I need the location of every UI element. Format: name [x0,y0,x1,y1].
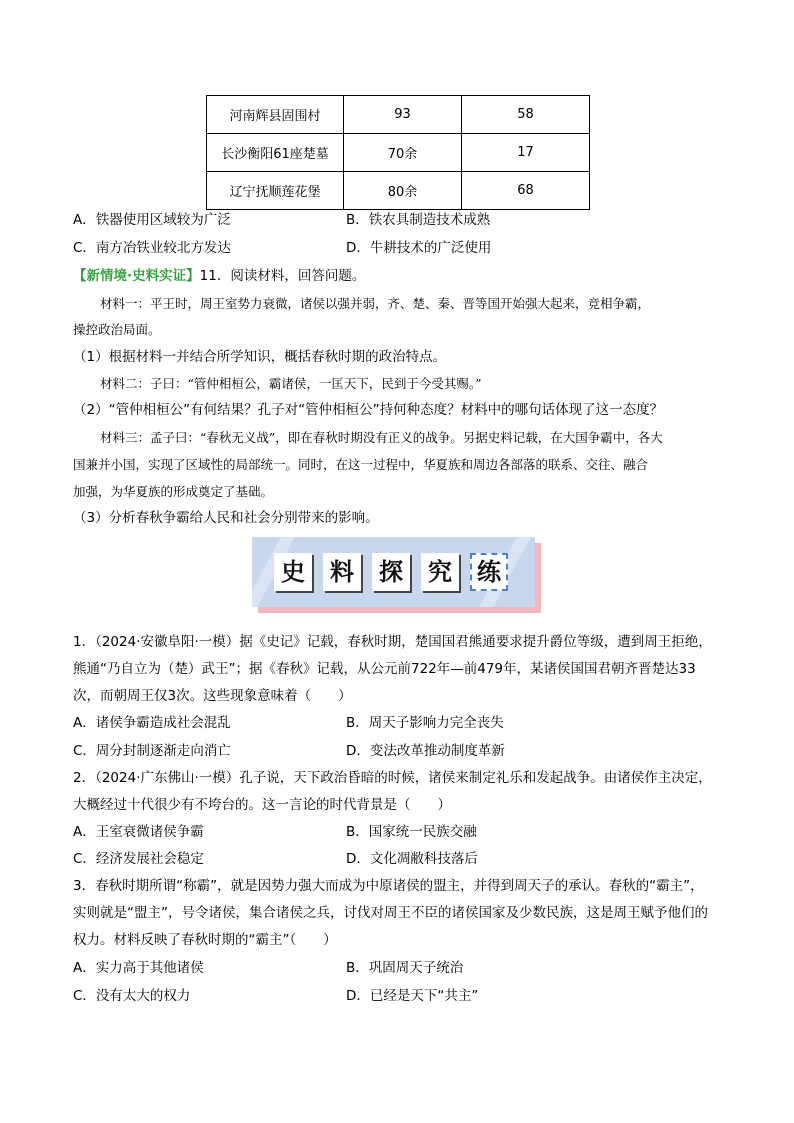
table-cell: 58 [462,96,590,134]
material-1-line: 材料一：平王时，周王室势力衰微，诸侯以强并弱，齐、楚、秦、晋等国开始强大起来，竞相争霸， [100,296,651,311]
option-b: B．铁农具制造技术成熟 [346,212,491,228]
table-row [207,172,590,210]
sub-question-1: （1）根据材料一并结合所学知识，概括春秋时期的政治特点。 [73,349,447,365]
banner-char: 究 [421,553,459,591]
section-banner [252,537,541,613]
option-d: D．已经是天下“共主” [346,988,479,1004]
sub-question-3: （3）分析春秋争霸给人民和社会分别带来的影响。 [73,510,379,526]
table-cell: 辽宁抚顺莲花堡 [207,172,344,210]
banner-char: 练 [470,553,508,591]
option-b: B．巩固周天子统治 [346,960,464,976]
table-row [207,96,590,134]
banner-char: 史 [274,553,312,591]
option-c: C．南方冶铁业较北方发达 [73,240,231,256]
option-a: A．实力高于其他诸侯 [73,960,204,976]
question-11-stem [73,266,365,286]
option-d: D．文化凋敝科技落后 [346,851,478,867]
table-cell: 长沙衡阳61座楚墓 [207,134,344,172]
question-3-line: 3．春秋时期所谓“称霸”，就是因势力强大而成为中原诸侯的盟主，并得到周天子的承认。春秋的“霸主”， [73,878,704,894]
banner-char: 探 [372,553,410,591]
table-cell: 17 [462,134,590,172]
question-2-line: 大概经过十代很少有不垮台的。这一言论的时代背景是（ ） [73,797,451,813]
question-text: 11．阅读材料，回答问题。 [199,268,366,284]
iron-artifacts-table [206,95,590,210]
table-cell: 80余 [344,172,462,210]
option-a: A．诸侯争霸造成社会混乱 [73,715,231,731]
option-d: D．牛耕技术的广泛使用 [346,240,492,256]
option-a: A．王室衰微诸侯争霸 [73,824,204,840]
material-3-line: 材料三：孟子曰：“春秋无义战”，即在春秋时期没有正义的战争。另据史料记载，在大国争霸中，各大 [100,430,663,445]
material-1-line: 操控政治局面。 [73,322,161,337]
option-b: B．国家统一民族交融 [346,824,477,840]
question-2-line: 2．（2024·广东佛山·一模）孔子说，天下政治昏暗的时候，诸侯来制定礼乐和发起战争。由诸侯作主决定， [73,770,712,786]
table-cell: 93 [344,96,462,134]
question-1-line: 次，而朝周王仅3次。这些现象意味着（ ） [73,688,352,704]
option-c: C．周分封制逐渐走向消亡 [73,743,231,759]
banner-char: 料 [323,553,361,591]
option-b: B．周天子影响力完全丧失 [346,715,504,731]
option-c: C．经济发展社会稳定 [73,851,204,867]
table-cell: 河南辉县固围村 [207,96,344,134]
table-cell: 70余 [344,134,462,172]
question-3-line: 实则就是“盟主”，号令诸侯，集合诸侯之兵，讨伐对周王不臣的诸侯国家及少数民族，这是周王赋予他们的 [73,905,708,921]
sub-question-2: （2）“管仲相桓公”有何结果？孔子对“管仲相桓公”持何种态度？材料中的哪句话体现了这一态度？ [73,402,664,418]
option-a: A．铁器使用区域较为广泛 [73,212,231,228]
table-cell: 68 [462,172,590,210]
table-row [207,134,590,172]
option-d: D．变法改革推动制度革新 [346,743,505,759]
question-3-line: 权力。材料反映了春秋时期的“霸主”（ ） [73,932,337,948]
new-context-tag: 【新情境·史料实证】 [73,268,200,284]
option-c: C．没有太大的权力 [73,988,191,1004]
question-1-line: 1．（2024·安徽阜阳·一模）据《史记》记载，春秋时期，楚国国君熊通要求提升爵位等级，遭到周王拒绝， [73,634,712,650]
question-1-line: 熊通“乃自立为（楚）武王”；据《春秋》记载，从公元前722年—前479年，某诸侯国国君朝齐晋楚达33 [73,661,696,677]
material-2: 材料二：子曰：“管仲相桓公，霸诸侯，一匡天下，民到于今受其赐。” [100,376,482,391]
material-3-line: 国兼并小国，实现了区域性的局部统一。同时，在这一过程中，华夏族和周边各部落的联系、交往、融合 [73,457,649,472]
material-3-line: 加强，为华夏族的形成奠定了基础。 [73,484,274,499]
